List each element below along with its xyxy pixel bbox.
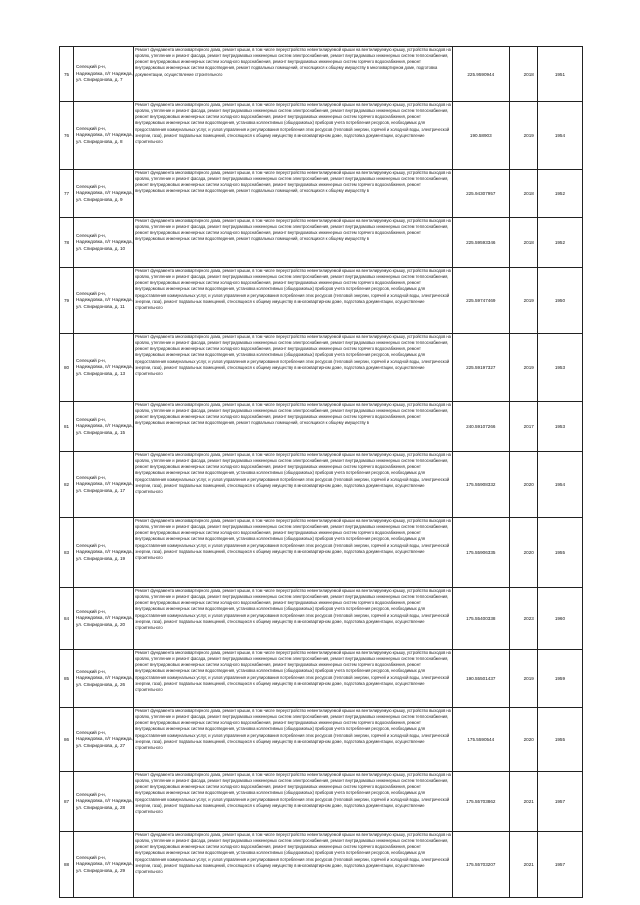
planned-year-cell: 2017 [509, 402, 537, 452]
row-number: 76 [60, 102, 74, 170]
build-year-cell: 1952 [537, 218, 582, 268]
planned-year-cell: 2018 [509, 218, 537, 268]
planned-year-cell: 2020 [509, 452, 537, 518]
build-year-cell: 1960 [537, 588, 582, 650]
planned-year-cell: 2018 [509, 47, 537, 102]
address-cell: Селецкий р-н, Надеждовка, п/т Надежда, ул. Спиридонова, д. 15 [74, 402, 134, 452]
works-text: Ремонт фундамента многоквартирного дома, ремонт крыши, в том числе переустройство невентилируемой крыши на вентилируемую крышу, устройство выходов на кровлю, утепление и ремонт фасада, ремонт внутридомовых инженерных систем электроснабжения, ремонт внутридомовых инженерных систем теплоснабжения, ремонт внутридомовых инженерных систем холодного водоснабжения, ремонт внутридомовых инженерных систем горячего водоснабжения, ремонт внутридомовых инженерных систем водоотведения, ремонт подвальных помещений, относящихся к общему имуществу в [135, 170, 451, 194]
works-description-cell [134, 832, 453, 898]
planned-year-cell: 2019 [509, 334, 537, 402]
cost-cell: 225.59197327 [452, 334, 509, 402]
build-year-cell: 1953 [537, 402, 582, 452]
table-row [60, 518, 583, 588]
address-cell: Селецкий р-н, Надеждовка, п/т Надежда, ул. Спиридонова, д. 8 [74, 102, 134, 170]
address-cell: Селецкий р-н, Надеждовка, п/т Надежда, ул. Спиридонова, д. 9 [74, 170, 134, 218]
row-number: 80 [60, 334, 74, 402]
address-cell: Селецкий р-н, Надеждовка, п/т Надежда, ул. Спиридонова, д. 7 [74, 47, 134, 102]
cost-cell: 225.59747469 [452, 268, 509, 334]
table-row [60, 402, 583, 452]
cost-cell: 175.55908332 [452, 452, 509, 518]
address-cell: Селецкий р-н, Надеждовка, п/т Надежда, ул. Спиридонова, д. 13 [74, 334, 134, 402]
table-row [60, 47, 583, 102]
works-text: Ремонт фундамента многоквартирного дома, ремонт крыши, в том числе переустройство невентилируемой крыши на вентилируемую крышу, устройство выходов на кровлю, утепление и ремонт фасада, ремонт внутридомовых инженерных систем электроснабжения, ремонт внутридомовых инженерных систем теплоснабжения, ремонт внутридомовых инженерных систем холодного водоснабжения, ремонт внутридомовых инженерных систем горячего водоснабжения, ремонт внутридомовых инженерных систем водоотведения, установка коллективных (общедомовых) приборов учета потребления ресурсов, необходимых для предоставления коммунальных услуг, и узлов управления и регулирования потребления этих ресурсов (тепловой энергии, горячей и холодной воды, электрической энергии, газа), ремонт подвальных помещений, относящихся к общему имуществу в многоквартирном доме, подготовка документации, осуществление строительного [135, 772, 451, 814]
repair-program-table [59, 46, 583, 898]
cost-cell: 175.55400338 [452, 588, 509, 650]
works-description-cell [134, 452, 453, 518]
build-year-cell: 1953 [537, 334, 582, 402]
works-description-cell [134, 402, 453, 452]
works-text: Ремонт фундамента многоквартирного дома, ремонт крыши, в том числе переустройство невентилируемой крыши на вентилируемую крышу, устройство выходов на кровлю, утепление и ремонт фасада, ремонт внутридомовых инженерных систем электроснабжения, ремонт внутридомовых инженерных систем теплоснабжения, ремонт внутридомовых инженерных систем холодного водоснабжения, ремонт внутридомовых инженерных систем горячего водоснабжения, ремонт внутридомовых инженерных систем водоотведения, установка коллективных (общедомовых) приборов учета потребления ресурсов, необходимых для предоставления коммунальных услуг, и узлов управления и регулирования потребления этих ресурсов (тепловой энергии, горячей и холодной воды, электрической энергии, газа), ремонт подвальных помещений, относящихся к общему имуществу в многоквартирном доме, подготовка документации, осуществление строительного [135, 588, 451, 630]
row-number: 79 [60, 268, 74, 334]
address-cell: Селецкий р-н, Надеждовка, п/т Надежда, ул. Спиридонова, д. 27 [74, 708, 134, 772]
works-description-cell [134, 518, 453, 588]
planned-year-cell: 2021 [509, 832, 537, 898]
works-description-cell [134, 218, 453, 268]
works-description-cell [134, 47, 453, 102]
table-row [60, 334, 583, 402]
table-row [60, 650, 583, 708]
build-year-cell: 1954 [537, 452, 582, 518]
works-text: Ремонт фундамента многоквартирного дома, ремонт крыши, в том числе переустройство невентилируемой крыши на вентилируемую крышу, устройство выходов на кровлю, утепление и ремонт фасада, ремонт внутридомовых инженерных систем электроснабжения, ремонт внутридомовых инженерных систем теплоснабжения, ремонт внутридомовых инженерных систем холодного водоснабжения, ремонт внутридомовых инженерных систем горячего водоснабжения, ремонт внутридомовых инженерных систем водоотведения, установка коллективных (общедомовых) приборов учета потребления ресурсов, необходимых для предоставления коммунальных услуг, и узлов управления и регулирования потребления этих ресурсов (тепловой энергии, горячей и холодной воды, электрической энергии, газа), ремонт подвальных помещений, относящихся к общему имуществу в многоквартирном доме, подготовка документации, осуществление строительного [135, 452, 451, 494]
cost-cell: 225.9590944 [452, 47, 509, 102]
table-row [60, 268, 583, 334]
table-row [60, 452, 583, 518]
row-number: 83 [60, 518, 74, 588]
build-year-cell: 1952 [537, 170, 582, 218]
row-number: 84 [60, 588, 74, 650]
works-text: Ремонт фундамента многоквартирного дома, ремонт крыши, в том числе переустройство невентилируемой крыши на вентилируемую крышу, устройство выходов на кровлю, утепление и ремонт фасада, ремонт внутридомовых инженерных систем электроснабжения, ремонт внутридомовых инженерных систем теплоснабжения, ремонт внутридомовых инженерных систем холодного водоснабжения, ремонт внутридомовых инженерных систем горячего водоснабжения, ремонт внутридомовых инженерных систем водоотведения, установка коллективных (общедомовых) приборов учета потребления ресурсов, необходимых для предоставления коммунальных услуг, и узлов управления и регулирования потребления этих ресурсов (тепловой энергии, горячей и холодной воды, электрической энергии, газа), ремонт подвальных помещений, относящихся к общему имуществу в многоквартирном доме, подготовка документации, осуществление строительного [135, 268, 451, 310]
table-row [60, 708, 583, 772]
table-body [60, 47, 583, 898]
address-cell: Селецкий р-н, Надеждовка, п/т Надежда, ул. Спиридонова, д. 28 [74, 772, 134, 832]
table-row [60, 772, 583, 832]
cost-cell: 225.59593346 [452, 218, 509, 268]
address-cell: Селецкий р-н, Надеждовка, п/т Надежда, ул. Спиридонова, д. 10 [74, 218, 134, 268]
planned-year-cell: 2019 [509, 102, 537, 170]
build-year-cell: 1955 [537, 518, 582, 588]
build-year-cell: 1957 [537, 772, 582, 832]
row-number: 82 [60, 452, 74, 518]
build-year-cell: 1957 [537, 832, 582, 898]
row-number: 86 [60, 708, 74, 772]
planned-year-cell: 2019 [509, 650, 537, 708]
table-row [60, 218, 583, 268]
works-text: Ремонт фундамента многоквартирного дома, ремонт крыши, в том числе переустройство невентилируемой крыши на вентилируемую крышу, устройство выходов на кровлю, утепление и ремонт фасада, ремонт внутридомовых инженерных систем электроснабжения, ремонт внутридомовых инженерных систем теплоснабжения, ремонт внутридомовых инженерных систем холодного водоснабжения, ремонт внутридомовых инженерных систем горячего водоснабжения, ремонт внутридомовых инженерных систем водоотведения, установка коллективных (общедомовых) приборов учета потребления ресурсов, необходимых для предоставления коммунальных услуг, и узлов управления и регулирования потребления этих ресурсов (тепловой энергии, горячей и холодной воды, электрической энергии, газа), ремонт подвальных помещений, относящихся к общему имуществу в многоквартирном доме, подготовка документации, осуществление строительного [135, 518, 451, 560]
works-description-cell [134, 708, 453, 772]
planned-year-cell: 2020 [509, 708, 537, 772]
works-text: Ремонт фундамента многоквартирного дома, ремонт крыши, в том числе переустройство невентилируемой крыши на вентилируемую крышу, устройство выходов на кровлю, утепление и ремонт фасада, ремонт внутридомовых инженерных систем электроснабжения, ремонт внутридомовых инженерных систем теплоснабжения, ремонт внутридомовых инженерных систем холодного водоснабжения, ремонт внутридомовых инженерных систем горячего водоснабжения, ремонт внутридомовых инженерных систем водоотведения, ремонт подвальных помещений, относящихся к общему имуществу в [135, 218, 451, 242]
planned-year-cell: 2018 [509, 170, 537, 218]
works-description-cell [134, 170, 453, 218]
cost-cell: 175.55703207 [452, 832, 509, 898]
works-text: Ремонт фундамента многоквартирного дома, ремонт крыши, в том числе переустройство невентилируемой крыши на вентилируемую крышу, устройство выходов на кровлю, утепление и ремонт фасада, ремонт внутридомовых инженерных систем электроснабжения, ремонт внутридомовых инженерных систем теплоснабжения, ремонт внутридомовых инженерных систем холодного водоснабжения, ремонт внутридомовых инженерных систем горячего водоснабжения, ремонт внутридомовых инженерных систем водоотведения, установка коллективных (общедомовых) приборов учета потребления ресурсов, необходимых для предоставления коммунальных услуг, и узлов управления и регулирования потребления этих ресурсов (тепловой энергии, горячей и холодной воды, электрической энергии, газа), ремонт подвальных помещений, относящихся к общему имуществу в многоквартирном доме, подготовка документации, осуществление строительного [135, 832, 451, 874]
works-description-cell [134, 102, 453, 170]
table-row [60, 588, 583, 650]
address-cell: Селецкий р-н, Надеждовка, п/т Надежда, ул. Спиридонова, д. 11 [74, 268, 134, 334]
works-text: Ремонт фундамента многоквартирного дома, ремонт крыши, в том числе переустройство невентилируемой крыши на вентилируемую крышу, устройство выходов на кровлю, утепление и ремонт фасада, ремонт внутридомовых инженерных систем электроснабжения, ремонт внутридомовых инженерных систем теплоснабжения, ремонт внутридомовых инженерных систем холодного водоснабжения, ремонт внутридомовых инженерных систем горячего водоснабжения, ремонт внутридомовых инженерных систем водоотведения, ремонт подвальных помещений, относящихся к общему имуществу в многоквартирном доме, подготовка документации, осуществление строительного [135, 47, 451, 77]
row-number: 75 [60, 47, 74, 102]
planned-year-cell: 2019 [509, 268, 537, 334]
row-number: 78 [60, 218, 74, 268]
row-number: 81 [60, 402, 74, 452]
works-description-cell [134, 334, 453, 402]
build-year-cell: 1954 [537, 102, 582, 170]
works-description-cell [134, 772, 453, 832]
works-description-cell [134, 268, 453, 334]
build-year-cell: 1959 [537, 650, 582, 708]
build-year-cell: 1951 [537, 47, 582, 102]
works-description-cell [134, 650, 453, 708]
planned-year-cell: 2020 [509, 518, 537, 588]
cost-cell: 175.55703862 [452, 772, 509, 832]
build-year-cell: 1950 [537, 268, 582, 334]
row-number: 88 [60, 832, 74, 898]
works-text: Ремонт фундамента многоквартирного дома, ремонт крыши, в том числе переустройство невентилируемой крыши на вентилируемую крышу, устройство выходов на кровлю, утепление и ремонт фасада, ремонт внутридомовых инженерных систем электроснабжения, ремонт внутридомовых инженерных систем теплоснабжения, ремонт внутридомовых инженерных систем холодного водоснабжения, ремонт внутридомовых инженерных систем горячего водоснабжения, ремонт внутридомовых инженерных систем водоотведения, установка коллективных (общедомовых) приборов учета потребления ресурсов, необходимых для предоставления коммунальных услуг, и узлов управления и регулирования потребления этих ресурсов (тепловой энергии, горячей и холодной воды, электрической энергии, газа), ремонт подвальных помещений, относящихся к общему имуществу в многоквартирном доме, подготовка документации, осуществление строительного [135, 650, 451, 692]
row-number: 87 [60, 772, 74, 832]
cost-cell: 175.5590544 [452, 708, 509, 772]
works-text: Ремонт фундамента многоквартирного дома, ремонт крыши, в том числе переустройство невентилируемой крыши на вентилируемую крышу, устройство выходов на кровлю, утепление и ремонт фасада, ремонт внутридомовых инженерных систем электроснабжения, ремонт внутридомовых инженерных систем теплоснабжения, ремонт внутридомовых инженерных систем холодного водоснабжения, ремонт внутридомовых инженерных систем горячего водоснабжения, ремонт внутридомовых инженерных систем водоотведения, установка коллективных (общедомовых) приборов учета потребления ресурсов, необходимых для предоставления коммунальных услуг, и узлов управления и регулирования потребления этих ресурсов (тепловой энергии, горячей и холодной воды, электрической энергии, газа), ремонт подвальных помещений, относящихся к общему имуществу в многоквартирном доме, подготовка документации, осуществление строительного [135, 708, 451, 750]
row-number: 77 [60, 170, 74, 218]
works-text: Ремонт фундамента многоквартирного дома, ремонт крыши, в том числе переустройство невентилируемой крыши на вентилируемую крышу, устройство выходов на кровлю, утепление и ремонт фасада, ремонт внутридомовых инженерных систем электроснабжения, ремонт внутридомовых инженерных систем теплоснабжения, ремонт внутридомовых инженерных систем холодного водоснабжения, ремонт внутридомовых инженерных систем горячего водоснабжения, ремонт внутридомовых инженерных систем водоотведения, установка коллективных (общедомовых) приборов учета потребления ресурсов, необходимых для предоставления коммунальных услуг, и узлов управления и регулирования потребления этих ресурсов (тепловой энергии, горячей и холодной воды, электрической энергии, газа), ремонт подвальных помещений, относящихся к общему имуществу в многоквартирном доме, подготовка документации, осуществление строительного [135, 334, 451, 376]
address-cell: Селецкий р-н, Надеждовка, п/т Надежда, ул. Спиридонова, д. 26 [74, 650, 134, 708]
address-cell: Селецкий р-н, Надеждовка, п/т Надежда, ул. Спиридонова, д. 29 [74, 832, 134, 898]
works-description-cell [134, 588, 453, 650]
cost-cell: 240.59107266 [452, 402, 509, 452]
row-number: 85 [60, 650, 74, 708]
table-row [60, 170, 583, 218]
build-year-cell: 1955 [537, 708, 582, 772]
table-row [60, 832, 583, 898]
planned-year-cell: 2023 [509, 588, 537, 650]
works-text: Ремонт фундамента многоквартирного дома, ремонт крыши, в том числе переустройство невентилируемой крыши на вентилируемую крышу, устройство выходов на кровлю, утепление и ремонт фасада, ремонт внутридомовых инженерных систем электроснабжения, ремонт внутридомовых инженерных систем теплоснабжения, ремонт внутридомовых инженерных систем холодного водоснабжения, ремонт внутридомовых инженерных систем горячего водоснабжения, ремонт внутридомовых инженерных систем водоотведения, установка коллективных (общедомовых) приборов учета потребления ресурсов, необходимых для предоставления коммунальных услуг, и узлов управления и регулирования потребления этих ресурсов (тепловой энергии, горячей и холодной воды, электрической энергии, газа), ремонт подвальных помещений, относящихся к общему имуществу в многоквартирном доме, подготовка документации, осуществление строительного [135, 102, 451, 144]
table-row [60, 102, 583, 170]
cost-cell: 225.94307957 [452, 170, 509, 218]
cost-cell: 190.55501437 [452, 650, 509, 708]
address-cell: Селецкий р-н, Надеждовка, п/т Надежда, ул. Спиридонова, д. 20 [74, 588, 134, 650]
planned-year-cell: 2021 [509, 772, 537, 832]
works-text: Ремонт фундамента многоквартирного дома, ремонт крыши, в том числе переустройство невентилируемой крыши на вентилируемую крышу, устройство выходов на кровлю, утепление и ремонт фасада, ремонт внутридомовых инженерных систем электроснабжения, ремонт внутридомовых инженерных систем теплоснабжения, ремонт внутридомовых инженерных систем холодного водоснабжения, ремонт внутридомовых инженерных систем горячего водоснабжения, ремонт внутридомовых инженерных систем водоотведения, ремонт подвальных помещений, относящихся к общему имуществу в [135, 402, 451, 426]
address-cell: Селецкий р-н, Надеждовка, п/т Надежда, ул. Спиридонова, д. 17 [74, 452, 134, 518]
cost-cell: 175.55906335 [452, 518, 509, 588]
cost-cell: 190.58903 [452, 102, 509, 170]
address-cell: Селецкий р-н, Надеждовка, п/т Надежда, ул. Спиридонова, д. 19 [74, 518, 134, 588]
